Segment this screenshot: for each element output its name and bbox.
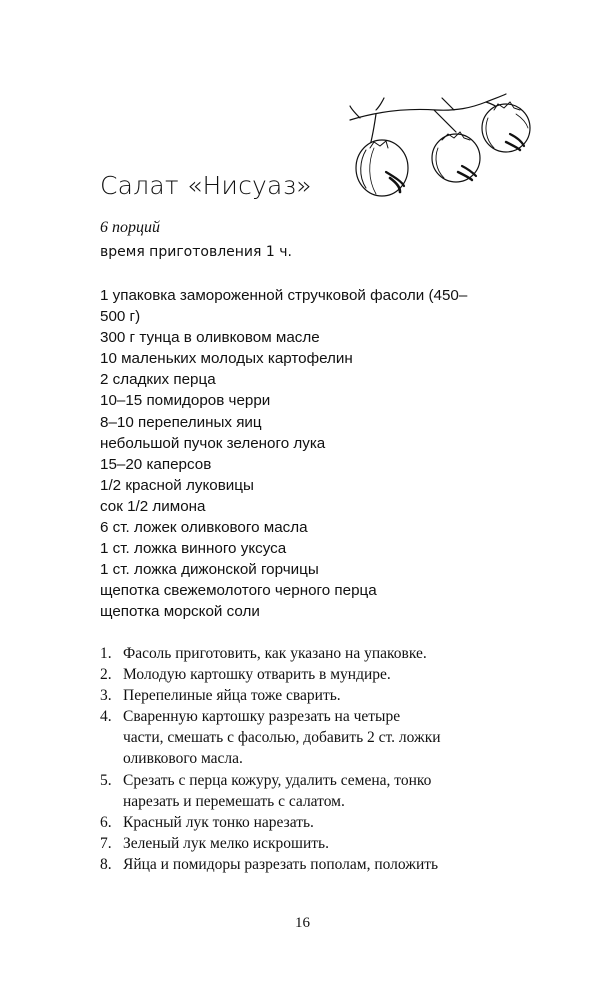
step-text: Молодую картошку отварить в мундире. <box>123 666 391 684</box>
ingredient-item: сок 1/2 лимона <box>100 497 206 515</box>
step-number: 8. <box>100 855 112 873</box>
ingredient-item: 500 г) <box>100 308 141 326</box>
cherry-tomatoes-icon <box>346 88 536 200</box>
ingredient-item: 1 ст. ложка дижонской горчицы <box>100 561 319 579</box>
step-number: 7. <box>100 834 112 852</box>
ingredient-item: небольшой пучок зеленого лука <box>100 434 326 452</box>
step-item <box>100 812 520 833</box>
step-text: Перепелиные яйца тоже сварить. <box>123 687 341 705</box>
step-text: Срезать с перца кожуру, удалить семена, тонко нарезать и перемешать с салатом. <box>123 771 432 810</box>
ingredient-item: 1 ст. ложка винного уксуса <box>100 540 287 558</box>
step-text: Зеленый лук мелко искрошить. <box>123 834 329 852</box>
step-number: 1. <box>100 645 112 662</box>
step-number: 3. <box>100 687 112 705</box>
ingredient-item: 10 маленьких молодых картофелин <box>100 350 353 368</box>
prep-time-label: время приготовления 1 ч. <box>100 244 292 260</box>
step-text: Сваренную картошку разрезать на четыре части, смешать с фасолью, добавить 2 ст. ложки оливкового масла. <box>123 708 441 768</box>
step-number: 6. <box>100 813 112 831</box>
page-number: 16 <box>295 915 310 931</box>
step-number: 5. <box>100 771 112 789</box>
step-text: Фасоль приготовить, как указано на упаковке. <box>123 645 427 662</box>
step-text: Красный лук тонко нарезать. <box>123 813 314 831</box>
ingredient-item: 8–10 перепелиных яиц <box>100 413 262 431</box>
step-item <box>100 770 520 812</box>
ingredient-item: 2 сладких перца <box>100 371 216 389</box>
ingredient-item: 1 упаковка замороженной стручковой фасоли (450– <box>100 287 468 304</box>
ingredient-item: щепотка свежемолотого черного перца <box>100 582 377 600</box>
step-item <box>100 685 520 706</box>
ingredient-item: 300 г тунца в оливковом масле <box>100 329 320 347</box>
step-item <box>100 643 520 664</box>
step-item <box>100 664 520 685</box>
ingredient-item: 6 ст. ложек оливкового масла <box>100 519 308 537</box>
step-item <box>100 706 520 769</box>
recipe-title: Салат «Нисуаз» <box>100 171 312 200</box>
ingredient-item: щепотка морской соли <box>100 603 260 621</box>
step-item <box>100 854 520 875</box>
portions-label: 6 порций <box>100 219 160 236</box>
step-number: 2. <box>100 666 112 684</box>
ingredient-item: 15–20 каперсов <box>100 455 212 473</box>
ingredient-item: 1/2 красной луковицы <box>100 476 254 494</box>
step-text: Яйца и помидоры разрезать пополам, положить <box>123 855 439 873</box>
step-number: 4. <box>100 708 112 726</box>
ingredient-item: 10–15 помидоров черри <box>100 392 271 410</box>
step-item <box>100 833 520 854</box>
steps-list <box>100 643 520 875</box>
ingredients-list <box>100 285 467 623</box>
